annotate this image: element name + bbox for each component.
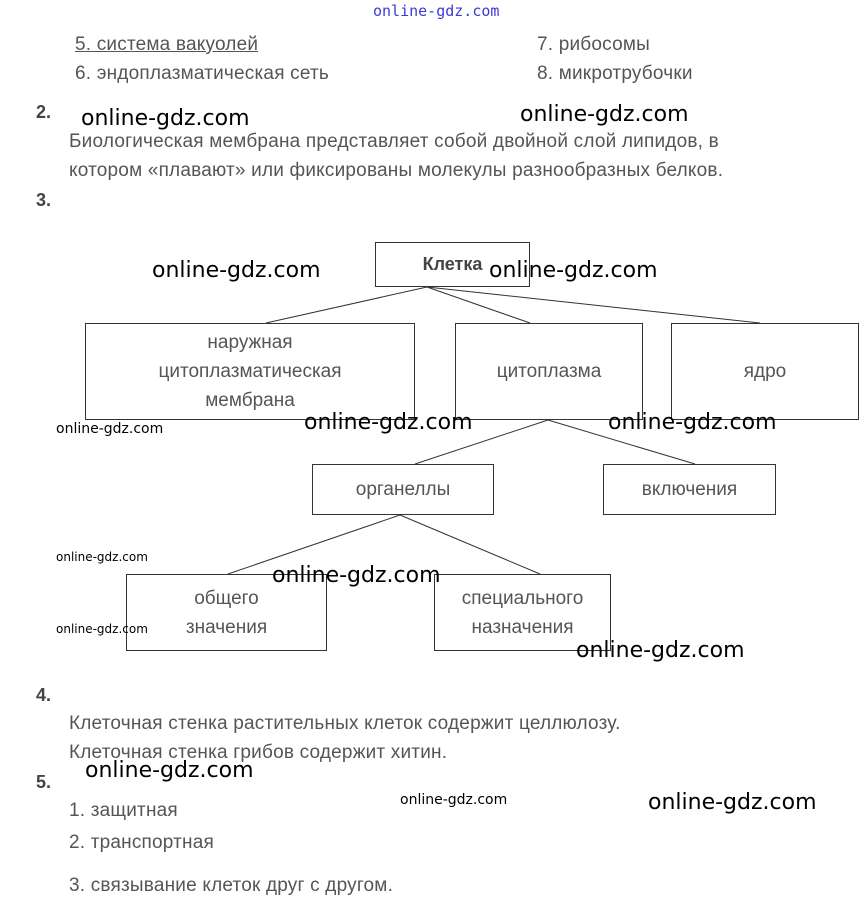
section-2-text-line-1: Биологическая мембрана представляет собой двойной слой липидов, в (69, 131, 719, 152)
tree-node-inclusions: включения (603, 464, 776, 515)
tree-node-cytoplasm: цитоплазма (455, 323, 643, 420)
section-2-number: 2. (36, 102, 52, 122)
section-4-line-2: Клеточная стенка грибов содержит хитин. (69, 742, 448, 763)
connector-root-nucleus (427, 287, 760, 323)
tree-node-cell: Клетка (375, 242, 530, 287)
connector-root-membrane (266, 287, 427, 323)
list-item-7: 7. рибосомы (537, 34, 650, 55)
watermark: online-gdz.com (520, 102, 689, 127)
watermark: online-gdz.com (648, 790, 817, 815)
watermark: online-gdz.com (489, 258, 658, 283)
section-5-item-1: 1. защитная (69, 800, 178, 821)
watermark: online-gdz.com (608, 410, 777, 435)
section-4-line-1: Клеточная стенка растительных клеток содержит целлюлозу. (69, 713, 621, 734)
list-item-6: 6. эндоплазматическая сеть (75, 63, 329, 84)
tree-node-membrane: наружная цитоплазматическая мембрана (85, 323, 415, 420)
watermark: online-gdz.com (56, 421, 164, 437)
watermark: online-gdz.com (576, 638, 745, 663)
watermark: online-gdz.com (81, 106, 250, 131)
watermark: online-gdz.com (56, 622, 148, 636)
section-4-number: 4. (36, 685, 52, 705)
section-2-text-line-2: котором «плавают» или фиксированы молекулы разнообразных белков. (69, 160, 724, 181)
watermark: online-gdz.com (304, 410, 473, 435)
watermark: online-gdz.com (56, 550, 148, 564)
watermark: online-gdz.com (152, 258, 321, 283)
tree-node-organelles: органеллы (312, 464, 494, 515)
watermark: online-gdz.com (272, 563, 441, 588)
header-watermark: online-gdz.com (373, 2, 500, 20)
watermark: online-gdz.com (85, 758, 254, 783)
watermark: online-gdz.com (400, 792, 508, 808)
section-3-number: 3. (36, 190, 52, 210)
list-item-8: 8. микротрубочки (537, 63, 693, 84)
tree-node-nucleus: ядро (671, 323, 859, 420)
section-5-number: 5. (36, 772, 52, 792)
section-5-item-3: 3. связывание клеток друг с другом. (69, 875, 394, 896)
tree-node-general: общего значения (126, 574, 327, 651)
list-item-5: 5. система вакуолей (75, 34, 259, 55)
tree-node-special: специального назначения (434, 574, 611, 651)
section-5-item-2: 2. транспортная (69, 832, 215, 853)
